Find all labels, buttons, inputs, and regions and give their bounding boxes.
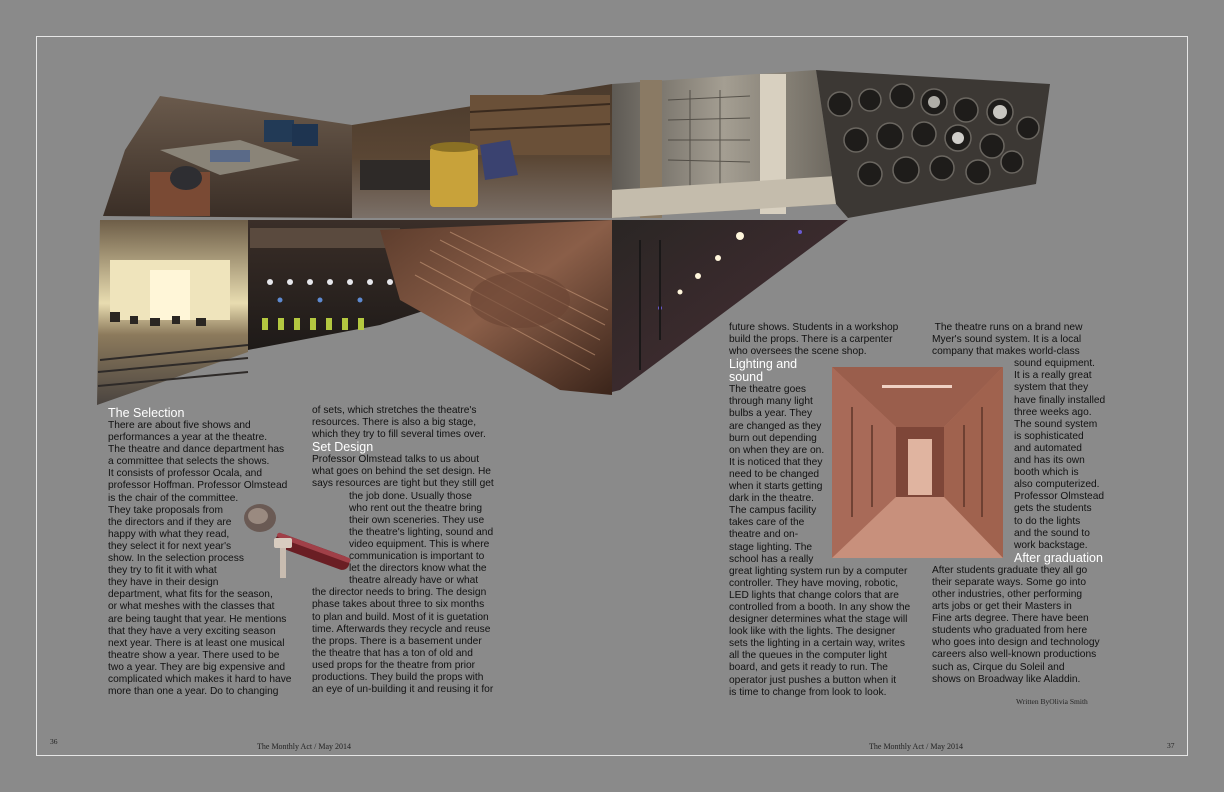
column-set-design: [312, 405, 494, 696]
text-line: is time to change from look to look.: [729, 686, 887, 698]
text-line: other industries, other performing: [932, 588, 1083, 600]
selection-body: [108, 420, 291, 698]
text-line: designer determines what the stage will: [729, 614, 908, 626]
text-line: to plan and build. Most of it is guetation: [312, 611, 489, 623]
heading-after-graduation: After graduation: [1014, 550, 1103, 565]
text-line: phase takes about three to six months: [312, 599, 485, 611]
text-line: board, and gets it ready to run. The: [729, 662, 888, 674]
text-line: next year. There is at least one musical: [108, 637, 285, 649]
text-line: three weeks ago.: [1014, 406, 1092, 418]
text-line: There are about five shows and: [108, 420, 251, 431]
heading-lighting-and-sound: [729, 358, 910, 384]
text-line: theatre already have or what: [349, 575, 479, 587]
text-line: two a year. They are big expensive and: [108, 661, 286, 673]
text-line: who rent out the theatre bring: [349, 502, 483, 514]
text-line: sound equipment.: [1014, 358, 1095, 370]
text-line: who oversees the scene shop.: [729, 346, 867, 358]
text-line: let the directors know what the: [349, 563, 487, 575]
text-line: they have in their design: [108, 577, 219, 589]
text-line: controlled from a booth. In any show the: [729, 601, 911, 613]
text-line: controller. They have moving, robotic,: [729, 577, 899, 589]
sound-intro: [932, 322, 1105, 358]
text-line: and the sound to: [1014, 527, 1090, 539]
lighting-body: [729, 384, 910, 698]
text-line: when it starts getting: [729, 481, 823, 493]
text-line: a committee that selects the shows.: [108, 456, 270, 468]
heading-set-design: Set Design: [312, 440, 374, 455]
text-line: stage lighting. The: [729, 541, 813, 553]
text-line: the director needs to bring. The design: [312, 587, 487, 599]
text-line: their separate ways. Some go into: [932, 576, 1087, 588]
scene-shop-photo: [352, 84, 612, 218]
text-line: to do the lights: [1014, 515, 1081, 527]
byline: Written ByOlivia Smith: [1016, 697, 1088, 706]
text-line: build the props. There is a carpenter: [729, 334, 893, 346]
text-line: The theatre goes: [729, 384, 807, 396]
text-line: have finally installed: [1014, 394, 1106, 406]
stage-lights-storage-photo: [816, 70, 1050, 218]
text-line: the theatre that has a ton of old and: [312, 647, 473, 659]
column-selection: [108, 407, 291, 698]
text-line: resources. There is also a big stage,: [312, 417, 477, 429]
text-line: Professor Olmstead: [1014, 491, 1105, 503]
text-line: complicated which makes it hard to have: [108, 673, 292, 685]
text-line: happy with what they read,: [108, 528, 230, 540]
text-line: more than one a year. Do to changing: [108, 686, 279, 698]
text-line: and has its own: [1014, 455, 1085, 467]
text-line: is sophisticated: [1014, 430, 1084, 442]
text-line: or what meshes with the classes that: [108, 601, 275, 613]
heading-the-selection: The Selection: [108, 406, 185, 420]
text-line: The theatre and dance department has: [108, 444, 285, 456]
text-line: Professor Olmstead talks to us about: [312, 454, 480, 466]
text-line: their own sceneries. They use: [349, 514, 485, 526]
text-line: professor Hoffman. Professor Olmstead: [108, 480, 288, 492]
text-line: sets the lighting in a certain way, writes: [729, 638, 905, 650]
footer-left: The Monthly Act / May 2014: [257, 742, 351, 751]
text-line: look like with the lights. The designer: [729, 626, 896, 638]
set-design-intro: [312, 405, 494, 441]
text-line: the job done. Usually those: [349, 490, 472, 502]
text-line: Fine arts degree. There have been: [932, 613, 1089, 625]
text-line: they try to fit it with what: [108, 565, 217, 577]
text-line: arts jobs or get their Masters in: [932, 601, 1072, 613]
text-line: booth which is: [1014, 467, 1079, 479]
text-line: gets the students: [1014, 503, 1092, 515]
text-line: operator just pushes a button when it: [729, 674, 897, 686]
text-line: that they have a very exciting season: [108, 625, 276, 637]
stage-photo: [97, 220, 248, 405]
piano-photo: [380, 220, 612, 395]
text-line: also computerized.: [1014, 479, 1100, 491]
lighting-intro: [729, 322, 910, 358]
text-line: careers also well-known productions: [932, 649, 1097, 661]
text-line: system that they: [1014, 382, 1089, 394]
text-line: video equipment. This is where: [349, 538, 490, 550]
text-line: It is a really great: [1014, 370, 1092, 382]
text-line: Myer's sound system. It is a local: [932, 334, 1082, 346]
column-lighting-sound: [729, 322, 910, 699]
text-line: time. Afterwards they recycle and reuse: [312, 623, 491, 635]
text-line: on when they are on.: [729, 444, 825, 456]
text-line: takes care of the: [729, 517, 805, 529]
footer-right: The Monthly Act / May 2014: [869, 742, 963, 751]
set-design-body: [312, 454, 494, 696]
text-line: and automated: [1014, 442, 1082, 454]
text-line: show. In the selection process: [108, 553, 244, 565]
text-line: productions. They build the props with: [312, 671, 484, 683]
sound-body: [932, 358, 1105, 552]
text-line: the theatre's lighting, sound and: [349, 526, 494, 538]
text-line: they select it for next year's: [108, 540, 232, 552]
heading-line: sound: [729, 370, 764, 385]
text-line: an eye of un-building it and reusing it for: [312, 684, 494, 696]
control-booth-photo: [103, 96, 352, 218]
text-line: are changed as they: [729, 420, 822, 432]
text-line: what goes on behind the set design. He: [312, 466, 491, 478]
text-line: LED lights that change colors that are: [729, 589, 899, 601]
text-line: theatre and on-: [729, 529, 799, 541]
text-line: department, what fits for the season,: [108, 589, 273, 601]
column-sound-graduation: [932, 322, 1105, 686]
text-line: the directors and if they are: [108, 516, 232, 528]
text-line: shows on Broadway like Aladdin.: [932, 673, 1081, 685]
text-line: performances a year at the theatre.: [108, 432, 268, 444]
text-line: are being taught that year. He mentions: [108, 613, 287, 625]
text-line: students who graduated from here: [932, 625, 1088, 637]
text-line: They take proposals from: [108, 504, 223, 516]
text-line: is the chair of the committee.: [108, 492, 239, 504]
text-line: The theatre runs on a brand new: [932, 322, 1083, 333]
text-line: work backstage.: [1014, 539, 1088, 551]
text-line: says resources are tight but they still get: [312, 478, 494, 490]
text-line: company that makes world-class: [932, 346, 1080, 358]
text-line: such as, Cirque du Soleil and: [932, 661, 1065, 673]
text-line: communication is important to: [349, 551, 485, 563]
text-line: who goes into design and technology: [932, 637, 1100, 649]
page-number-left: 36: [50, 737, 58, 746]
text-line: great lighting system run by a computer: [729, 565, 908, 577]
text-line: burn out depending: [729, 432, 817, 444]
text-line: school has a really: [729, 553, 814, 565]
text-line: through many light: [729, 396, 813, 408]
text-line: of sets, which stretches the theatre's: [312, 405, 477, 416]
text-line: which they try to fill several times over.: [312, 429, 486, 441]
text-line: dark in the theatre.: [729, 493, 814, 505]
text-line: It is noticed that they: [729, 456, 823, 468]
text-line: theatre show a year. There used to be: [108, 649, 280, 661]
text-line: It consists of professor Ocala, and: [108, 468, 263, 480]
text-line: The campus facility: [729, 505, 817, 517]
graduation-body: [932, 565, 1105, 686]
text-line: need to be changed: [729, 468, 820, 480]
text-line: all the queues in the computer light: [729, 650, 888, 662]
page-number-right: 37: [1167, 741, 1175, 750]
text-line: bulbs a year. They: [729, 408, 813, 420]
catwalk-photo: [612, 70, 836, 218]
text-line: the props. There is a basement under: [312, 635, 482, 647]
text-line: future shows. Students in a workshop: [729, 322, 899, 333]
text-line: used props for the theatre from prior: [312, 659, 476, 671]
text-line: The sound system: [1014, 418, 1098, 430]
text-line: After students graduate they all go: [932, 564, 1088, 576]
heading-line: Lighting and: [729, 357, 798, 372]
